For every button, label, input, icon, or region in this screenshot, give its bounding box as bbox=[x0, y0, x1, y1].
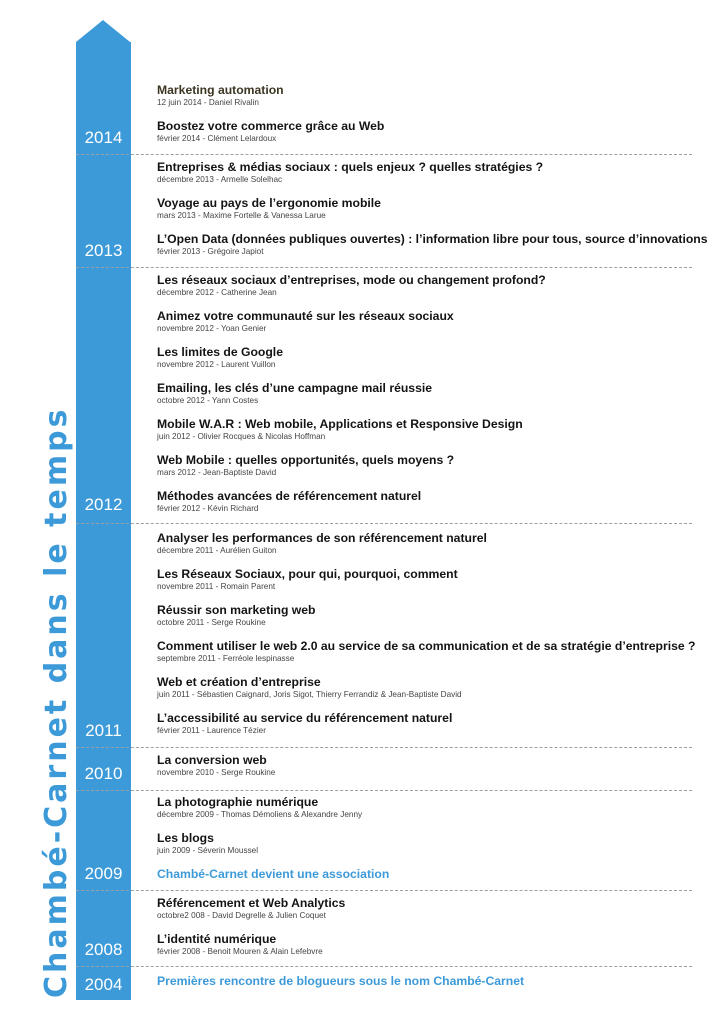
entry-meta: février 2008 - Benoit Mouren & Alain Lefebvre bbox=[157, 947, 323, 956]
entry-title: Analyser les performances de son référencement naturel bbox=[157, 531, 487, 545]
entry-meta: décembre 2011 - Aurélien Guiton bbox=[157, 546, 277, 555]
entry-meta: mars 2013 - Maxime Fortelle & Vanessa Larue bbox=[157, 211, 326, 220]
entry-title: Entreprises & médias sociaux : quels enjeux ? quelles stratégies ? bbox=[157, 160, 544, 174]
timeline-entry bbox=[157, 567, 717, 592]
entry-meta: décembre 2012 - Catherine Jean bbox=[157, 288, 277, 297]
entry-meta: décembre 2009 - Thomas Démoliens & Alexandre Jenny bbox=[157, 810, 363, 819]
year-label: 2009 bbox=[84, 864, 123, 883]
timeline-entry bbox=[157, 381, 717, 406]
timeline-entry bbox=[157, 675, 717, 700]
entry-title: Marketing automation bbox=[157, 83, 284, 97]
timeline-arrow-head bbox=[76, 20, 130, 42]
year-separator bbox=[76, 523, 692, 524]
timeline-entry bbox=[157, 196, 717, 221]
entry-title: La photographie numérique bbox=[157, 795, 319, 809]
timeline-entry bbox=[157, 453, 717, 478]
entry-meta: octobre2 008 - David Degrelle & Julien Coquet bbox=[157, 911, 326, 920]
timeline-entry bbox=[157, 160, 717, 185]
entry-meta: octobre 2012 - Yann Costes bbox=[157, 396, 259, 405]
entry-title: Réussir son marketing web bbox=[157, 603, 316, 617]
side-title: Chambé-Carnet dans le temps bbox=[39, 406, 74, 998]
entry-title: L’identité numérique bbox=[157, 932, 277, 946]
entry-meta: novembre 2012 - Laurent Vuillon bbox=[157, 360, 276, 369]
year-label: 2014 bbox=[84, 128, 123, 147]
entry-meta: février 2013 - Grégoire Japiot bbox=[157, 247, 264, 256]
year-label: 2012 bbox=[84, 495, 123, 514]
timeline-entry bbox=[157, 83, 717, 108]
timeline-entry bbox=[157, 531, 717, 556]
entry-meta: novembre 2012 - Yoan Genier bbox=[157, 324, 267, 333]
timeline-entry bbox=[157, 309, 717, 334]
timeline-entry bbox=[157, 711, 717, 736]
entry-title: Méthodes avancées de référencement naturel bbox=[157, 489, 422, 503]
entry-title: Les blogs bbox=[157, 831, 214, 845]
timeline-entry bbox=[157, 639, 717, 664]
entry-title: L’accessibilité au service du référencement naturel bbox=[157, 711, 453, 725]
entry-title: Les Réseaux Sociaux, pour qui, pourquoi, comment bbox=[157, 567, 458, 581]
timeline-entry bbox=[157, 489, 717, 514]
entry-meta: décembre 2013 - Armelle Solelhac bbox=[157, 175, 283, 184]
entry-title: Emailing, les clés d’une campagne mail réussie bbox=[157, 381, 433, 395]
year-separator bbox=[76, 790, 692, 791]
entry-title: L’Open Data (données publiques ouvertes) : l’information libre pour tous, source d’innovations bbox=[157, 232, 708, 246]
timeline-entry bbox=[157, 603, 717, 628]
entry-meta: juin 2011 - Sébastien Caignard, Joris Sigot, Thierry Ferrandiz & Jean-Baptiste David bbox=[157, 690, 462, 699]
entry-meta: novembre 2010 - Serge Roukine bbox=[157, 768, 276, 777]
year-separator bbox=[76, 890, 692, 891]
entry-title: La conversion web bbox=[157, 753, 267, 767]
timeline-entry bbox=[157, 417, 717, 442]
year-label: 2013 bbox=[84, 241, 123, 260]
entry-title: Web Mobile : quelles opportunités, quels moyens ? bbox=[157, 453, 455, 467]
entry-title: Référencement et Web Analytics bbox=[157, 896, 346, 910]
entry-meta: mars 2012 - Jean-Baptiste David bbox=[157, 468, 277, 477]
entry-meta: février 2011 - Laurence Tézier bbox=[157, 726, 266, 735]
entry-title: Mobile W.A.R : Web mobile, Applications et Responsive Design bbox=[157, 417, 523, 431]
timeline-entry bbox=[157, 932, 717, 957]
entry-title: Les limites de Google bbox=[157, 345, 283, 359]
entry-meta: juin 2012 - Olivier Rocques & Nicolas Hoffman bbox=[157, 432, 326, 441]
entry-title: Boostez votre commerce grâce au Web bbox=[157, 119, 385, 133]
entry-title: Les réseaux sociaux d’entreprises, mode ou changement profond? bbox=[157, 273, 546, 287]
entry-meta: 12 juin 2014 - Daniel Rivalin bbox=[157, 98, 259, 107]
entry-meta: juin 2009 - Séverin Moussel bbox=[157, 846, 259, 855]
timeline-entry bbox=[157, 753, 717, 778]
year-label: 2010 bbox=[84, 764, 123, 783]
timeline-entry bbox=[157, 795, 717, 820]
entry-title: Comment utiliser le web 2.0 au service de sa communication et de sa stratégie d’entreprise ? bbox=[157, 639, 696, 653]
timeline-entry bbox=[157, 345, 717, 370]
entry-title: Web et création d’entreprise bbox=[157, 675, 321, 689]
entry-meta: novembre 2011 - Romain Parent bbox=[157, 582, 276, 591]
year-label: 2004 bbox=[84, 975, 123, 994]
timeline-bar bbox=[76, 42, 131, 1000]
timeline-entry bbox=[157, 896, 717, 921]
year-label: 2011 bbox=[85, 721, 122, 740]
timeline-entry bbox=[157, 831, 717, 856]
first-meetup-milestone: Premières rencontre de blogueurs sous le nom Chambé-Carnet bbox=[157, 974, 525, 988]
timeline-entry bbox=[157, 273, 717, 298]
timeline-entry bbox=[157, 232, 717, 257]
timeline-entry bbox=[157, 119, 717, 144]
entry-title: Voyage au pays de l’ergonomie mobile bbox=[157, 196, 381, 210]
year-label: 2008 bbox=[84, 940, 123, 959]
year-separator bbox=[76, 966, 692, 967]
entry-meta: février 2012 - Kévin Richard bbox=[157, 504, 259, 513]
entry-meta: septembre 2011 - Ferréole lespinasse bbox=[157, 654, 295, 663]
entry-meta: février 2014 - Clément Lelardoux bbox=[157, 134, 277, 143]
year-separator bbox=[76, 154, 692, 155]
entry-title: Animez votre communauté sur les réseaux sociaux bbox=[157, 309, 454, 323]
entry-meta: octobre 2011 - Serge Roukine bbox=[157, 618, 266, 627]
association-milestone: Chambé-Carnet devient une association bbox=[157, 867, 390, 881]
year-separator bbox=[76, 267, 692, 268]
year-separator bbox=[76, 747, 692, 748]
